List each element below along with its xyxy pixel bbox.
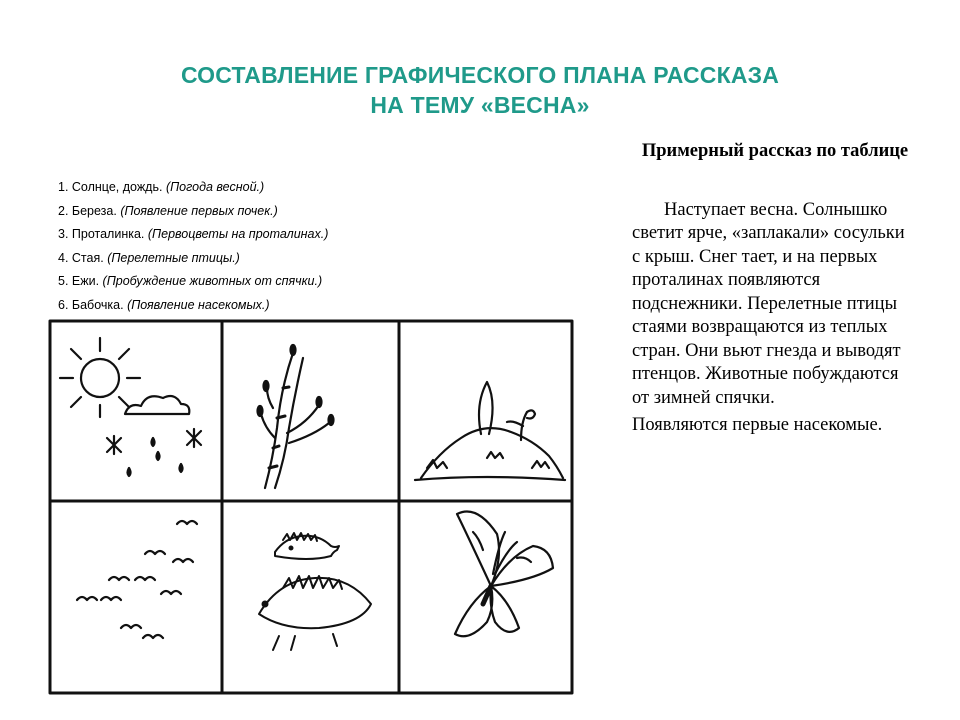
thawed-patch-snowdrop-icon [415, 382, 565, 480]
bird-flock-icon [77, 521, 197, 638]
plan-item-note: (Пробуждение животных от спячки.) [102, 274, 323, 288]
butterfly-icon [455, 512, 553, 637]
plan-item-label: 5. Ежи. [58, 274, 100, 288]
plan-item [58, 176, 418, 200]
slide-title [60, 60, 900, 120]
sun-rain-icon [60, 338, 201, 476]
birch-icon [258, 345, 334, 488]
story-heading: Примерный рассказ по таблице [641, 141, 909, 161]
plan-item [58, 270, 418, 294]
plan-item-note: (Появление насекомых.) [127, 297, 270, 312]
plan-item [58, 200, 418, 224]
plan-item-note: (Перелетные птицы.) [107, 250, 240, 265]
plan-item [58, 294, 418, 318]
plan-item-label: 2. Береза. [58, 203, 117, 218]
story-paragraph: Наступает весна. Солнышко светит ярче, «заплакали» сосульки с крыш. Снег тает, и на первых проталинах появляются подснежники. Перелетные птицы стаями возвращаются из теплых стран. Они вьют гнезда и выводят птенцов. Животные побуждаются от зимней спячки. [632, 199, 905, 408]
plan-item [58, 223, 418, 247]
slide-title-line-1: СОСТАВЛЕНИЕ ГРАФИЧЕСКОГО ПЛАНА РАССКАЗА [180, 62, 780, 88]
plan-item-label: 3. Проталинка. [58, 227, 145, 241]
plan-item [58, 247, 418, 271]
plan-item-label: 6. Бабочка. [58, 297, 124, 312]
sample-story [632, 140, 912, 438]
graphic-plan-table [47, 318, 575, 696]
plan-item-label: 4. Стая. [58, 250, 104, 265]
slide-title-line-2: НА ТЕМУ «ВЕСНА» [370, 92, 590, 118]
story-paragraph: Появляются первые насекомые. [632, 415, 883, 435]
plan-list [58, 176, 418, 317]
table-grid-lines [50, 321, 572, 693]
plan-item-label: 1. Солнце, дождь. [58, 180, 163, 194]
plan-item-note: (Погода весной.) [165, 180, 265, 194]
hedgehogs-icon [259, 533, 371, 650]
plan-item-note: (Появление первых почек.) [120, 203, 278, 218]
plan-item-note: (Первоцветы на проталинах.) [147, 227, 329, 241]
